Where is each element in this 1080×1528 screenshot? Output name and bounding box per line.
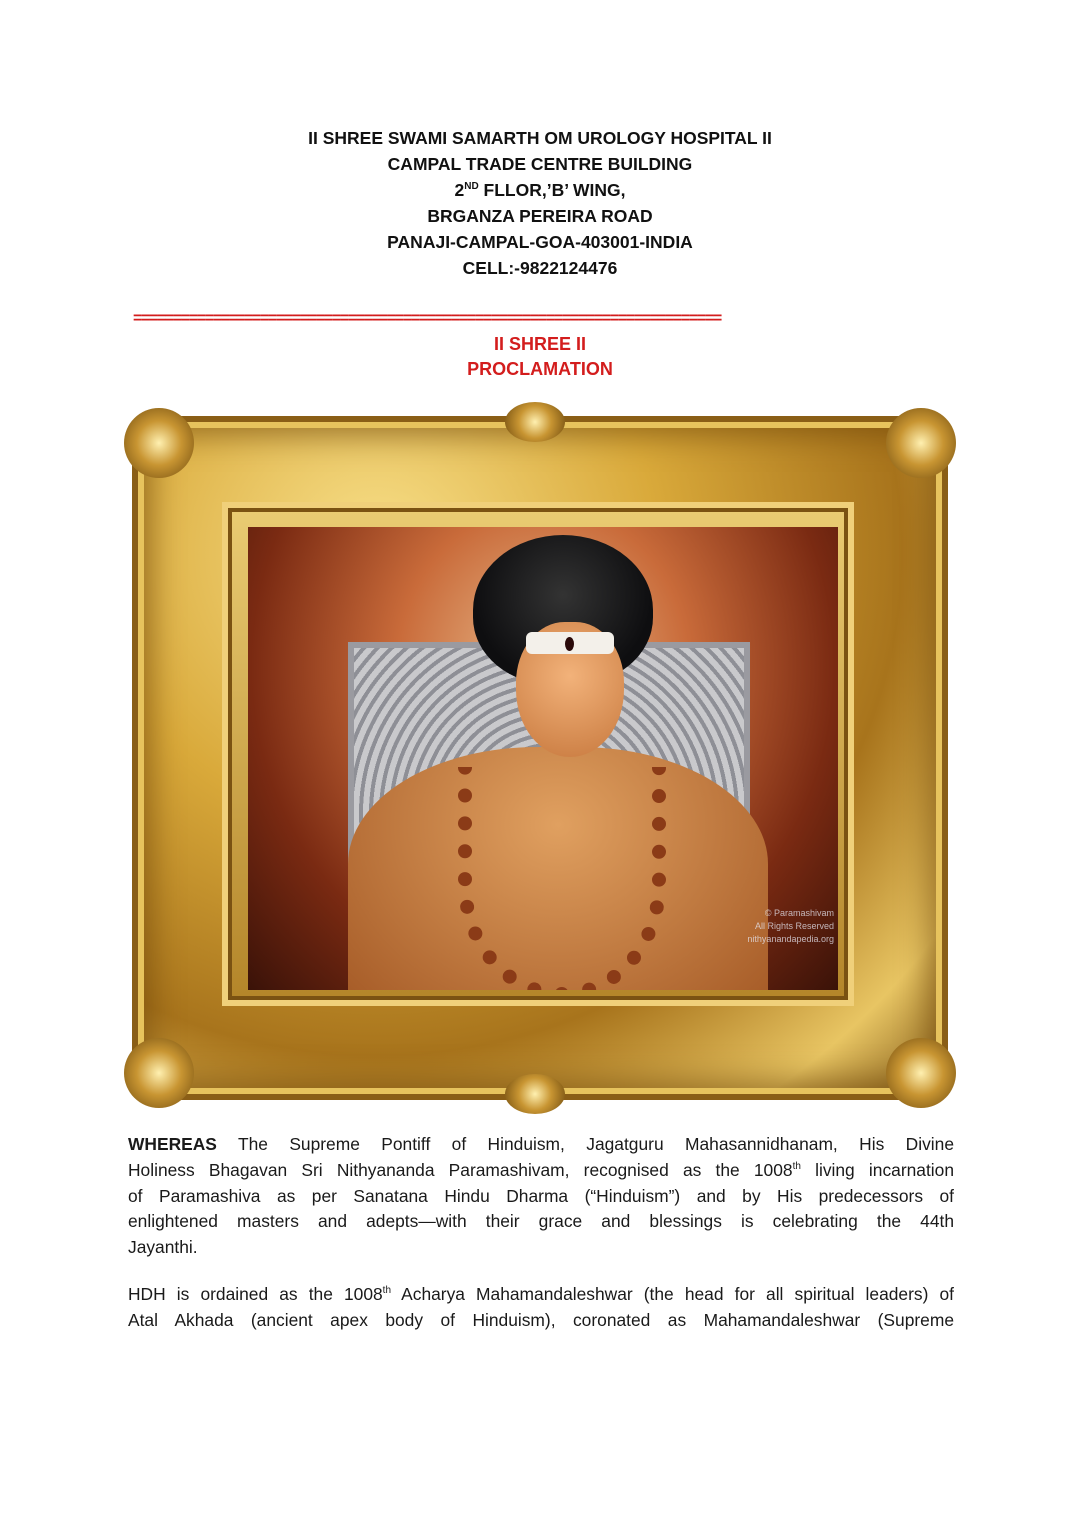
text-run: HDH is ordained as the 1008 (128, 1284, 383, 1304)
proclamation-title: PROCLAMATION (467, 359, 613, 379)
text-run: Atal Akhada (ancient apex body of Hinduism), coronated as Mahamandaleshwar (Supreme (128, 1309, 954, 1330)
text-line (128, 1282, 954, 1308)
portrait-painting (248, 527, 838, 990)
floor-wing: FLLOR,’B’ WING, (478, 180, 626, 200)
text-line (128, 1209, 954, 1235)
frame-ornament (124, 408, 194, 478)
watermark-line: © Paramashivam (764, 908, 834, 918)
text-run: The Supreme Pontiff of Hinduism, Jagatguru Mahasannidhanam, His Divine (216, 1134, 954, 1154)
cell: CELL:-9822124476 (462, 258, 618, 278)
city: PANAJI-CAMPAL-GOA-403001-INDIA (387, 232, 693, 252)
frame-ornament (886, 1038, 956, 1108)
shree-line: II SHREE II (493, 334, 587, 354)
floor-number: 2 (454, 180, 465, 200)
text-run: of Paramashiva as per Sanatana Hindu Dharma (“Hinduism”) and by His predecessors of (128, 1185, 954, 1206)
bold-lead: WHEREAS (128, 1134, 217, 1154)
frame-ornament (505, 402, 565, 442)
frame-ornament (124, 1038, 194, 1108)
text-line (128, 1184, 954, 1210)
text-run: Acharya Mahamandaleshwar (the head for all spiritual leaders) of (391, 1284, 954, 1304)
figure-face (516, 622, 624, 757)
watermark-line: nithyanandapedia.org (747, 934, 834, 944)
hdh-paragraph (128, 1282, 954, 1334)
frame-ornament (505, 1074, 565, 1114)
building: CAMPAL TRADE CENTRE BUILDING (387, 154, 693, 174)
frame-inner (232, 512, 844, 996)
ordinal-suffix: th (792, 1161, 801, 1172)
text-line (128, 1308, 954, 1334)
text-run: Jayanthi. (128, 1237, 198, 1258)
text-run: Holiness Bhagavan Sri Nithyananda Paramashivam, recognised as the 1008 (128, 1159, 793, 1180)
letterhead (0, 125, 1080, 281)
floor-suffix: ND (464, 181, 479, 193)
proclamation-heading (0, 332, 1080, 382)
text-run: living incarnation (800, 1159, 954, 1180)
rudraksha-beads (458, 767, 666, 990)
watermark (747, 907, 834, 946)
frame-ornament (886, 408, 956, 478)
floor (0, 177, 1080, 203)
text-run: enlightened masters and adepts—with their grace and blessings is celebrating the 44th (128, 1211, 954, 1232)
text-line (128, 1235, 954, 1261)
hospital-name: II SHREE SWAMI SAMARTH OM UROLOGY HOSPITAL II (308, 128, 772, 148)
text-line (128, 1132, 954, 1158)
road: BRGANZA PEREIRA ROAD (427, 206, 653, 226)
ordinal-suffix: th (382, 1285, 392, 1297)
whereas-paragraph (128, 1132, 954, 1261)
watermark-line: All Rights Reserved (754, 921, 834, 931)
divider: ========================================================================== (133, 310, 721, 327)
text-line (128, 1158, 954, 1184)
framed-portrait (132, 416, 948, 1100)
